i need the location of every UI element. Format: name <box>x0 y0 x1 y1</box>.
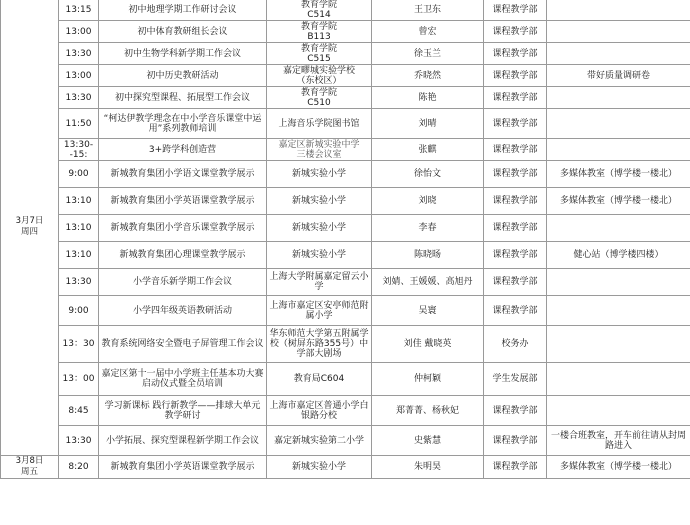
event-cell: 初中体育教研组长会议 <box>99 21 267 43</box>
dept-cell: 课程教学部 <box>484 161 547 188</box>
place-cell: 新城实验小学 <box>267 456 372 479</box>
event-cell: 教育系统网络安全暨电子屏管理工作会议 <box>99 326 267 363</box>
person-cell: 乔晓然 <box>372 65 484 87</box>
dept-cell: 课程教学部 <box>484 396 547 426</box>
event-cell: 初中历史教研活动 <box>99 65 267 87</box>
person-cell: 刘晴 <box>372 109 484 139</box>
person-cell: 李春 <box>372 215 484 242</box>
place-cell: 上海音乐学院图书馆 <box>267 109 372 139</box>
place-cell: 上海市嘉定区安亭师范附属小学 <box>267 296 372 326</box>
note-cell <box>547 363 690 396</box>
table-row <box>1 65 690 87</box>
note-cell <box>547 139 690 161</box>
date-label: 3月8日 <box>15 456 44 466</box>
person-cell: 郑菁菁、杨秋妃 <box>372 396 484 426</box>
note-cell: 多媒体教室（博学楼一楼北） <box>547 161 690 188</box>
time-cell: 13：00 <box>59 363 99 396</box>
person-cell: 朱明昊 <box>372 456 484 479</box>
place-cell: 教育学院 C514 <box>267 0 372 21</box>
person-cell: 曾宏 <box>372 21 484 43</box>
place-cell: 上海市嘉定区普通小学白银路分校 <box>267 396 372 426</box>
weekday-label: 周五 <box>20 467 38 477</box>
event-cell: 新城教育集团小学英语课堂教学展示 <box>99 188 267 215</box>
event-cell: 小学拓展、探究型课程新学期工作会议 <box>99 426 267 456</box>
dept-cell: 课程教学部 <box>484 456 547 479</box>
person-cell: 王卫东 <box>372 0 484 21</box>
place-cell: 嘉定区新城实验中学 三楼会议室 <box>267 139 372 161</box>
table-row <box>1 43 690 65</box>
event-cell: 新城教育集团小学语文课堂教学展示 <box>99 161 267 188</box>
dept-cell: 课程教学部 <box>484 188 547 215</box>
dept-cell: 课程教学部 <box>484 87 547 109</box>
person-cell: 刘晓 <box>372 188 484 215</box>
note-cell <box>547 396 690 426</box>
time-cell: 13:30--15: <box>59 139 99 161</box>
person-cell: 陈晓旸 <box>372 242 484 269</box>
time-cell: 9:00 <box>59 296 99 326</box>
place-cell: 嘉定疁城实验学校 （东校区） <box>267 65 372 87</box>
dept-cell: 课程教学部 <box>484 269 547 296</box>
dept-cell: 课程教学部 <box>484 242 547 269</box>
person-cell: 徐怡文 <box>372 161 484 188</box>
time-cell: 13：30 <box>59 326 99 363</box>
dept-cell: 课程教学部 <box>484 296 547 326</box>
time-cell: 13:30 <box>59 43 99 65</box>
event-cell: 3+跨学科创造营 <box>99 139 267 161</box>
place-cell: 上海大学附属嘉定留云小学 <box>267 269 372 296</box>
time-cell: 13:10 <box>59 188 99 215</box>
time-cell: 13:00 <box>59 21 99 43</box>
event-cell: 小学音乐新学期工作会议 <box>99 269 267 296</box>
table-row <box>1 269 690 296</box>
table-row <box>1 242 690 269</box>
note-cell <box>547 0 690 21</box>
table-row <box>1 363 690 396</box>
table-row <box>1 21 690 43</box>
note-cell <box>547 43 690 65</box>
person-cell: 陈艳 <box>372 87 484 109</box>
table-row <box>1 426 690 456</box>
table-row <box>1 161 690 188</box>
dept-cell: 校务办 <box>484 326 547 363</box>
date-cell <box>1 456 59 479</box>
place-cell: 嘉定新城实验第二小学 <box>267 426 372 456</box>
person-cell: 史紫慧 <box>372 426 484 456</box>
date-label: 3月7日 <box>15 216 44 226</box>
place-cell: 新城实验小学 <box>267 188 372 215</box>
note-cell: 多媒体教室（博学楼一楼北） <box>547 188 690 215</box>
table-row <box>1 87 690 109</box>
place-cell: 教育学院 C515 <box>267 43 372 65</box>
dept-cell: 课程教学部 <box>484 43 547 65</box>
dept-cell: 学生发展部 <box>484 363 547 396</box>
weekday-label: 周四 <box>20 227 38 237</box>
place-cell: 华东师范大学第五附属学校（树屏东路355号）中学部大剧场 <box>267 326 372 363</box>
dept-cell: 课程教学部 <box>484 139 547 161</box>
event-cell: “柯达伊教学理念在中小学音乐课堂中运用”系列教师培训 <box>99 109 267 139</box>
note-cell: 一楼合班教室，开车前往请从封周路进入 <box>547 426 690 456</box>
table-row <box>1 0 690 21</box>
event-cell: 初中地理学期工作研讨会议 <box>99 0 267 21</box>
table-row <box>1 109 690 139</box>
event-cell: 新城教育集团小学英语课堂教学展示 <box>99 456 267 479</box>
time-cell: 13:30 <box>59 426 99 456</box>
table-row <box>1 396 690 426</box>
event-cell: 学习新课标 践行新教学——排球大单元教学研讨 <box>99 396 267 426</box>
time-cell: 13:00 <box>59 65 99 87</box>
time-cell: 13:30 <box>59 269 99 296</box>
event-cell: 小学四年级英语教研活动 <box>99 296 267 326</box>
dept-cell: 课程教学部 <box>484 426 547 456</box>
time-cell: 13:15 <box>59 0 99 21</box>
table-row <box>1 326 690 363</box>
note-cell: 健心站（博学楼四楼） <box>547 242 690 269</box>
dept-cell: 课程教学部 <box>484 0 547 21</box>
place-cell: 新城实验小学 <box>267 161 372 188</box>
time-cell: 8:20 <box>59 456 99 479</box>
time-cell: 13:10 <box>59 215 99 242</box>
place-cell: 教育学院 B113 <box>267 21 372 43</box>
place-cell: 新城实验小学 <box>267 215 372 242</box>
note-cell: 多媒体教室（博学楼一楼北） <box>547 456 690 479</box>
table-row <box>1 139 690 161</box>
date-cell <box>1 0 59 456</box>
time-cell: 13:10 <box>59 242 99 269</box>
table-row <box>1 296 690 326</box>
note-cell <box>547 87 690 109</box>
table-row <box>1 188 690 215</box>
place-cell: 教育局C604 <box>267 363 372 396</box>
note-cell <box>547 296 690 326</box>
dept-cell: 课程教学部 <box>484 109 547 139</box>
time-cell: 11:50 <box>59 109 99 139</box>
time-cell: 9:00 <box>59 161 99 188</box>
person-cell: 徐玉兰 <box>372 43 484 65</box>
event-cell: 嘉定区第十一届中小学班主任基本功大赛启动仪式暨全员培训 <box>99 363 267 396</box>
note-cell <box>547 21 690 43</box>
dept-cell: 课程教学部 <box>484 215 547 242</box>
event-cell: 新城教育集团心理课堂教学展示 <box>99 242 267 269</box>
person-cell: 仲柯颖 <box>372 363 484 396</box>
note-cell <box>547 326 690 363</box>
place-cell: 教育学院 C510 <box>267 87 372 109</box>
note-cell <box>547 109 690 139</box>
time-cell: 13:30 <box>59 87 99 109</box>
note-cell: 带好质量调研卷 <box>547 65 690 87</box>
note-cell <box>547 269 690 296</box>
event-cell: 新城教育集团小学音乐课堂教学展示 <box>99 215 267 242</box>
person-cell: 吴寰 <box>372 296 484 326</box>
time-cell: 8:45 <box>59 396 99 426</box>
table-row <box>1 215 690 242</box>
event-cell: 初中探究型课程、拓展型工作会议 <box>99 87 267 109</box>
table-row <box>1 456 690 479</box>
event-cell: 初中生物学科新学期工作会议 <box>99 43 267 65</box>
dept-cell: 课程教学部 <box>484 21 547 43</box>
person-cell: 张麒 <box>372 139 484 161</box>
person-cell: 刘婧、王媛媛、高旭丹 <box>372 269 484 296</box>
place-cell: 新城实验小学 <box>267 242 372 269</box>
person-cell: 刘佳 戴晓英 <box>372 326 484 363</box>
dept-cell: 课程教学部 <box>484 65 547 87</box>
note-cell <box>547 215 690 242</box>
